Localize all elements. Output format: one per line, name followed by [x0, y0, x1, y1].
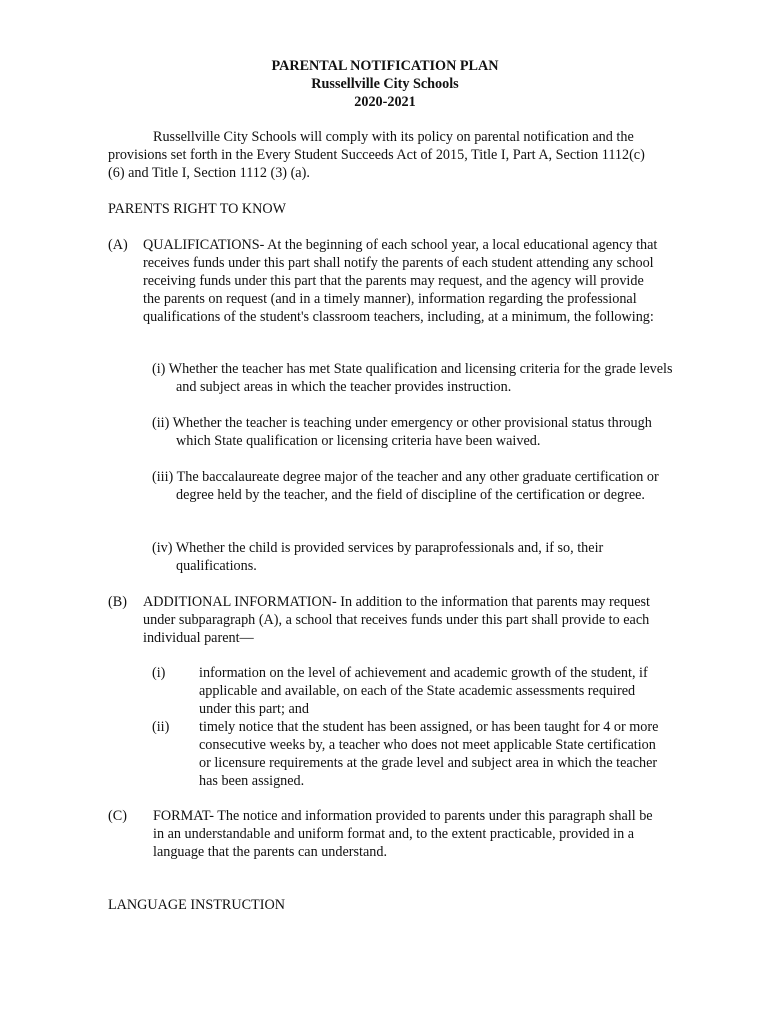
intro-paragraph: Russellville City Schools will comply with its policy on parental notification and the provisions set forth in the Every Student Succeeds Act of 2015, Title I, Part A, Section 1112(c)(6) and Title I, Section 1112 (3) (a).	[108, 129, 645, 181]
document-title: PARENTAL NOTIFICATION PLAN	[271, 58, 499, 74]
subitem-b-ii-text: timely notice that the student has been assigned, or has been taught for 4 or more consecutive weeks by, a teacher who does not meet applicable State certification or licensure requirements at the grade level and subject area in which the teacher has been assigned.	[199, 719, 659, 789]
section-heading-parents-right: PARENTS RIGHT TO KNOW	[108, 201, 287, 217]
subitem-b-i-text: information on the level of achievement and academic growth of the student, if applicable and available, on each of the State academic assessments required under this part; and	[199, 665, 648, 717]
paragraph-c-label: (C)	[108, 808, 127, 824]
section-heading-language-instruction: LANGUAGE INSTRUCTION	[108, 897, 285, 913]
subitem-a-iii: (iii) The baccalaureate degree major of the teacher and any other graduate certification or degree held by the teacher, and the field of discipline of the certification or degree.	[152, 469, 659, 503]
subitem-b-i-number: (i)	[152, 665, 166, 681]
paragraph-a-text: QUALIFICATIONS- At the beginning of each school year, a local educational agency that receives funds under this part shall notify the parents of each student attending any school receiving funds under this part that the parents may request, and the agency will provide the parents on request (and in a timely manner), information regarding the professional qualifications of the student's classroom teachers, including, at a minimum, the following:	[143, 237, 658, 325]
document-header	[0, 57, 770, 111]
subitem-a-i: (i) Whether the teacher has met State qualification and licensing criteria for the grade levels and subject areas in which the teacher provides instruction.	[152, 361, 673, 395]
subitem-a-ii: (ii) Whether the teacher is teaching under emergency or other provisional status through which State qualification or licensing criteria have been waived.	[152, 415, 652, 449]
paragraph-a-label: (A)	[108, 237, 128, 253]
district-name: Russellville City Schools	[311, 76, 459, 92]
paragraph-b-text: ADDITIONAL INFORMATION- In addition to the information that parents may request under subparagraph (A), a school that receives funds under this part shall provide to each individual parent—	[143, 594, 650, 646]
school-year: 2020-2021	[354, 94, 416, 110]
subitem-b-ii-number: (ii)	[152, 719, 170, 735]
paragraph-b-label: (B)	[108, 594, 127, 610]
subitem-a-iv: (iv) Whether the child is provided services by paraprofessionals and, if so, their qualifications.	[152, 540, 604, 574]
paragraph-c-text: FORMAT- The notice and information provided to parents under this paragraph shall be in an understandable and uniform format and, to the extent practicable, provided in a language that the parents can understand.	[153, 808, 653, 860]
